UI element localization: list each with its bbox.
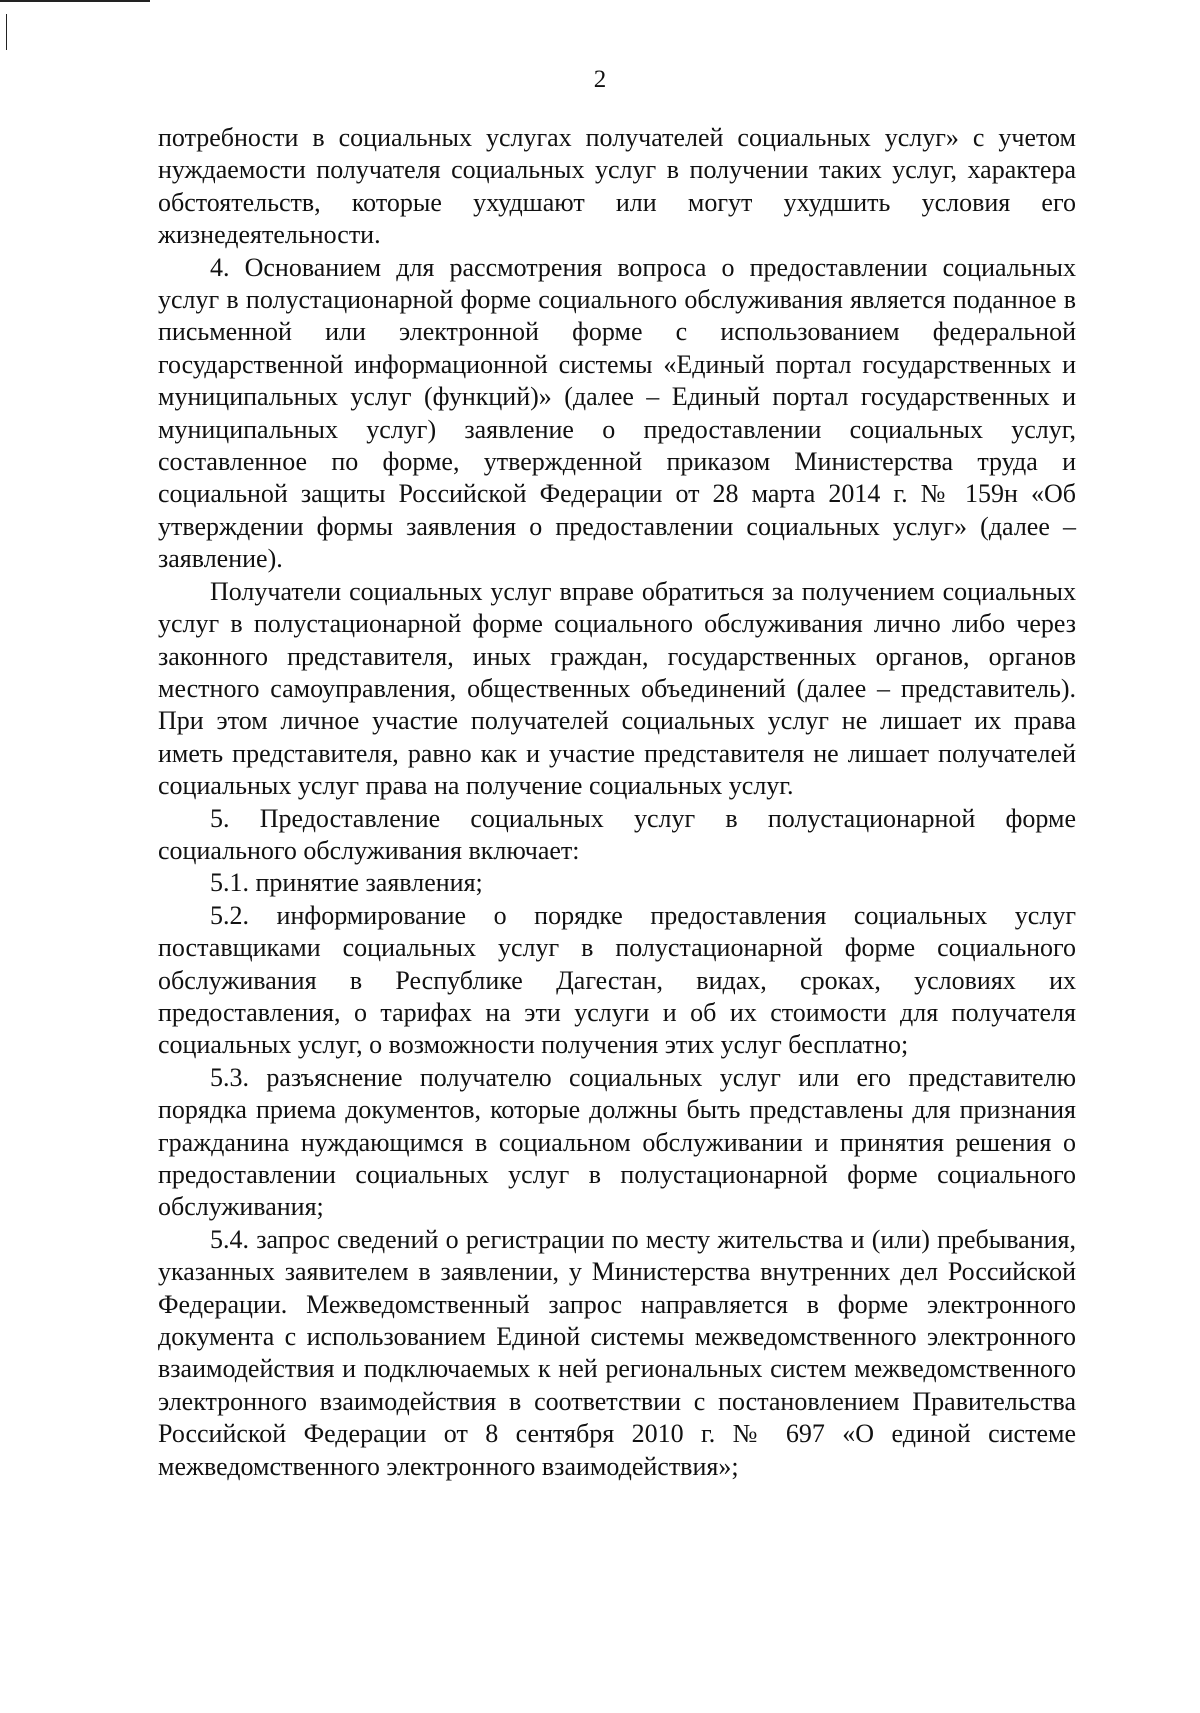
paragraph-5-4: 5.4. запрос сведений о регистрации по месту жительства и (или) пребывания, указанных заявителем в заявлении, у Министерства внутренних дел Российской Федерации. Межведомственный запрос направляется в форме электронного документа с использованием Единой системы межведомственного электронного взаимодействия и подключаемых к ней региональных систем межведомственного электронного взаимодействия в соответствии с постановлением Правительства Российской Федерации от 8 сентября 2010 г. № 697 «О единой системе межведомственного электронного взаимодействия»; xyxy=(158,1224,1076,1481)
paragraph-4: 4. Основанием для рассмотрения вопроса о предоставлении социальных услуг в полустационарной форме социального обслуживания является поданное в письменной или электронной форме с использованием федеральной государственной информационной системы «Единый портал государственных и муниципальных услуг (функций)» (далее – Единый портал государственных и муниципальных услуг) заявление о предоставлении социальных услуг, составленное по форме, утвержденной приказом Министерства труда и социальной защиты Российской Федерации от 28 марта 2014 г. № 159н «Об утверждении формы заявления о предоставлении социальных услуг» (далее – заявление). xyxy=(158,252,1076,574)
paragraph-continuation: потребности в социальных услугах получателей социальных услуг» с учетом нуждаемости получателя социальных услуг в получении таких услуг, характера обстоятельств, которые ухудшают или могут ухудшить условия его жизнедеятельности. xyxy=(158,123,1076,250)
paragraph-5: 5. Предоставление социальных услуг в полустационарной форме социального обслуживания включает: xyxy=(158,803,1076,865)
page-number: 2 xyxy=(593,66,607,93)
scan-edge-mark-top xyxy=(0,0,150,2)
paragraph-4-recipients: Получатели социальных услуг вправе обратиться за получением социальных услуг в полустационарной форме социального обслуживания лично либо через законного представителя, иных граждан, государственных органов, органов местного самоуправления, общественных объединений (далее – представитель). При этом личное участие получателей социальных услуг не лишает их права иметь представителя, равно как и участие представителя не лишает получателей социальных услуг права на получение социальных услуг. xyxy=(158,576,1076,801)
scan-edge-mark-left xyxy=(6,14,7,50)
document-body xyxy=(158,122,1076,1483)
paragraph-5-1: 5.1. принятие заявления; xyxy=(210,868,483,898)
paragraph-5-2: 5.2. информирование о порядке предоставления социальных услуг поставщиками социальных услуг в полустационарной форме социального обслуживания в Республике Дагестан, видах, сроках, условиях их предоставления, о тарифах на эти услуги и об их стоимости для получателя социальных услуг, о возможности получения этих услуг бесплатно; xyxy=(158,900,1076,1060)
paragraph-5-3: 5.3. разъяснение получателю социальных услуг или его представителю порядка приема документов, которые должны быть представлены для признания гражданина нуждающимся в социальном обслуживании и принятия решения о предоставлении социальных услуг в полустационарной форме социального обслуживания; xyxy=(158,1062,1076,1222)
